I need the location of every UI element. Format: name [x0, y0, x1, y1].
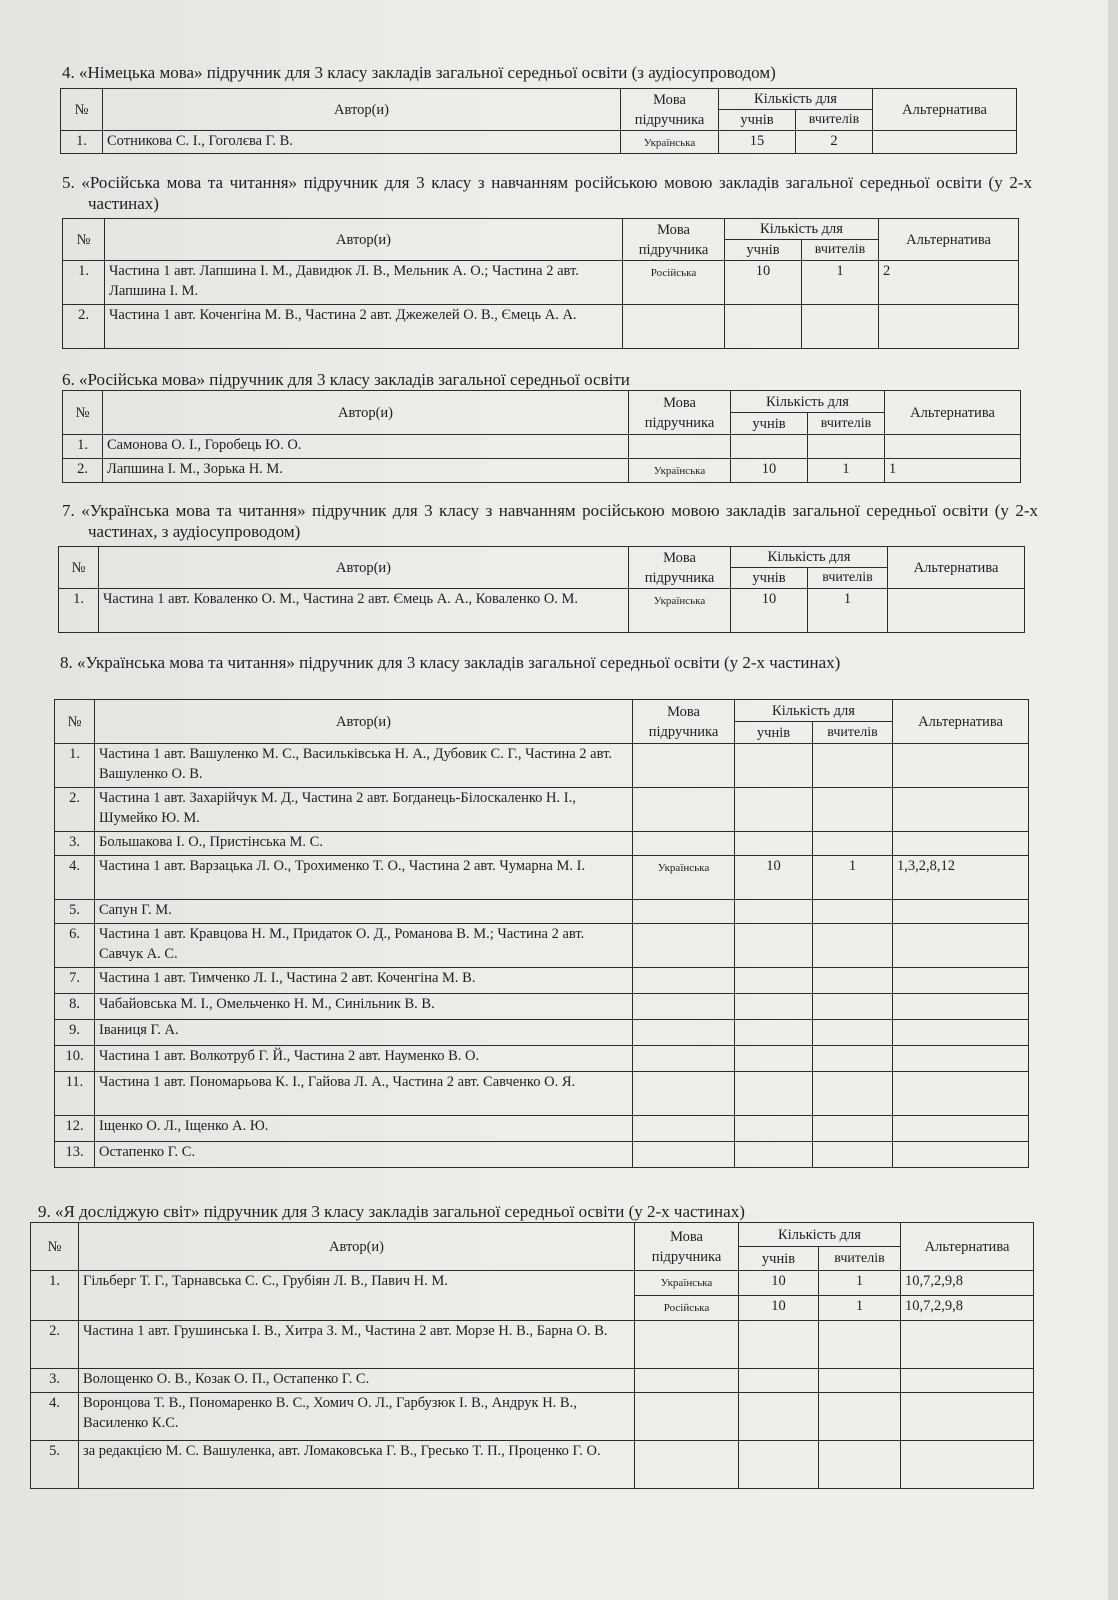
row-number: 3.	[55, 832, 95, 856]
section-number: 6.	[62, 370, 75, 389]
row-teachers	[813, 994, 893, 1020]
section-5	[62, 172, 1032, 214]
row-lang	[633, 900, 735, 924]
header-lang-line2: підручника	[648, 723, 719, 740]
row-number: 4.	[55, 856, 95, 900]
header-lang-line1: Мова	[657, 221, 690, 238]
header-lang-line2: підручника	[634, 111, 705, 128]
section-9	[38, 1201, 1028, 1222]
section-6	[62, 369, 1022, 390]
header-lang-line2: підручника	[651, 1248, 722, 1265]
row-lang	[635, 1369, 739, 1393]
row-lang	[635, 1441, 739, 1489]
row-number: 1.	[63, 261, 105, 305]
row-number: 12.	[55, 1116, 95, 1142]
row-students	[735, 1142, 813, 1168]
row-number: 10.	[55, 1046, 95, 1072]
section-title	[38, 1201, 1028, 1222]
header-alt: Альтернатива	[885, 391, 1021, 435]
row-number: 1.	[59, 589, 99, 633]
row-alt	[893, 832, 1029, 856]
header-authors: Автор(и)	[99, 547, 629, 589]
header-num: №	[31, 1223, 79, 1271]
row-students: 15	[719, 131, 796, 154]
row-alt	[901, 1441, 1034, 1489]
row-students	[735, 994, 813, 1020]
header-num: №	[61, 89, 103, 131]
table-row	[55, 788, 1029, 832]
header-teachers: вчителів	[796, 110, 873, 131]
section-8	[60, 652, 1040, 673]
row-students	[725, 305, 802, 349]
row-alt: 1	[885, 459, 1021, 483]
row-students: 10	[735, 856, 813, 900]
section-number: 5.	[62, 173, 75, 192]
row-author: Гільберг Т. Г., Тарнавська С. С., Грубіян Л. В., Павич Н. М.	[79, 1271, 635, 1321]
row-author: Сотникова С. І., Гоголєва Г. В.	[103, 131, 621, 154]
row-alt	[893, 900, 1029, 924]
table-row	[55, 1046, 1029, 1072]
row-students: 10	[731, 459, 808, 483]
row-number: 1.	[63, 435, 103, 459]
header-lang	[623, 219, 725, 261]
row-number: 11.	[55, 1072, 95, 1116]
section-number: 4.	[62, 63, 75, 82]
row-lang	[633, 832, 735, 856]
row-lang	[635, 1321, 739, 1369]
section-number: 9.	[38, 1202, 51, 1221]
row-teachers	[813, 968, 893, 994]
section-title	[62, 369, 1022, 390]
row-teachers: 1	[813, 856, 893, 900]
table-row	[55, 1020, 1029, 1046]
row-teachers	[819, 1441, 901, 1489]
row-teachers	[813, 924, 893, 968]
row-teachers: 2	[796, 131, 873, 154]
header-authors: Автор(и)	[79, 1223, 635, 1271]
table-row	[31, 1321, 1034, 1369]
section-7	[62, 500, 1038, 542]
row-teachers	[819, 1321, 901, 1369]
header-lang-line1: Мова	[667, 703, 700, 720]
row-author: Іщенко О. Л., Іщенко А. Ю.	[95, 1116, 633, 1142]
header-num: №	[59, 547, 99, 589]
row-author: Остапенко Г. С.	[95, 1142, 633, 1168]
header-authors: Автор(и)	[103, 391, 629, 435]
row-author: Частина 1 авт. Захарійчук М. Д., Частина 2 авт. Богданець-Білоскаленко Н. І., Шумейко Ю. М.	[95, 788, 633, 832]
row-alt	[893, 1116, 1029, 1142]
row-alt	[893, 1072, 1029, 1116]
header-students: учнів	[739, 1247, 819, 1271]
row-author: Чабайовська М. І., Омельченко Н. М., Синільник В. В.	[95, 994, 633, 1020]
textbook-table-4	[60, 88, 1017, 154]
row-students	[735, 968, 813, 994]
row-teachers	[813, 1116, 893, 1142]
row-lang: Українська	[633, 856, 735, 900]
table-row	[55, 1072, 1029, 1116]
row-alt	[879, 305, 1019, 349]
header-teachers: вчителів	[808, 413, 885, 435]
row-number: 1.	[31, 1271, 79, 1321]
header-authors: Автор(и)	[95, 700, 633, 744]
row-alt	[893, 968, 1029, 994]
row-number: 1.	[55, 744, 95, 788]
row-alt	[901, 1321, 1034, 1369]
table-row	[55, 1142, 1029, 1168]
table-row	[63, 305, 1019, 349]
section-title-text: «Українська мова та читання» підручник для 3 класу з навчанням російською мовою закладів загальної середньої освіти (у 2-х частинах, з аудіосупроводом)	[81, 501, 1038, 541]
header-num: №	[63, 219, 105, 261]
row-lang: Українська	[621, 131, 719, 154]
row-teachers: 1	[819, 1296, 901, 1321]
table-row	[55, 856, 1029, 900]
row-author: Частина 1 авт. Лапшина І. М., Давидюк Л. В., Мельник А. О.; Частина 2 авт. Лапшина І. М.	[105, 261, 623, 305]
row-alt	[873, 131, 1017, 154]
row-lang	[633, 744, 735, 788]
row-alt	[893, 994, 1029, 1020]
row-students: 10	[739, 1271, 819, 1296]
header-count: Кількість для	[735, 700, 893, 722]
section-title	[62, 500, 1038, 542]
header-count: Кількість для	[731, 391, 885, 413]
row-author: Большакова І. О., Пристінська М. С.	[95, 832, 633, 856]
header-students: учнів	[725, 240, 802, 261]
textbook-table-8	[54, 699, 1029, 1168]
row-number: 13.	[55, 1142, 95, 1168]
row-number: 8.	[55, 994, 95, 1020]
row-lang	[633, 1046, 735, 1072]
row-author: Сапун Г. М.	[95, 900, 633, 924]
header-authors: Автор(и)	[105, 219, 623, 261]
row-teachers: 1	[802, 261, 879, 305]
row-author: Частина 1 авт. Вашуленко М. С., Васильківська Н. А., Дубовик С. Г., Частина 2 авт. Вашуленко О. В.	[95, 744, 633, 788]
header-count: Кількість для	[719, 89, 873, 110]
header-teachers: вчителів	[802, 240, 879, 261]
header-alt: Альтернатива	[873, 89, 1017, 131]
header-teachers: вчителів	[819, 1247, 901, 1271]
row-lang	[633, 924, 735, 968]
row-lang	[633, 1072, 735, 1116]
row-students	[735, 744, 813, 788]
section-title-text: «Я досліджую світ» підручник для 3 класу закладів загальної середньої освіти (у 2-х частинах)	[55, 1202, 745, 1221]
row-teachers	[813, 832, 893, 856]
row-author: за редакцією М. С. Вашуленка, авт. Ломаковська Г. В., Гресько Т. П., Проценко Г. О.	[79, 1441, 635, 1489]
header-count: Кількість для	[739, 1223, 901, 1247]
section-title-text: «Німецька мова» підручник для 3 класу закладів загальної середньої освіти (з аудіосупроводом)	[79, 63, 776, 82]
row-alt	[893, 1046, 1029, 1072]
row-author: Частина 1 авт. Пономарьова К. І., Гайова Л. А., Частина 2 авт. Савченко О. Я.	[95, 1072, 633, 1116]
row-teachers: 1	[819, 1271, 901, 1296]
header-lang-line1: Мова	[670, 1228, 703, 1245]
row-teachers	[819, 1393, 901, 1441]
row-number: 2.	[63, 305, 105, 349]
header-alt: Альтернатива	[879, 219, 1019, 261]
row-students	[731, 435, 808, 459]
row-lang	[633, 994, 735, 1020]
table-row	[63, 459, 1021, 483]
row-students	[739, 1441, 819, 1489]
row-alt	[893, 924, 1029, 968]
row-number: 2.	[55, 788, 95, 832]
row-author: Частина 1 авт. Варзацька Л. О., Трохименко Т. О., Частина 2 авт. Чумарна М. І.	[95, 856, 633, 900]
table-row	[55, 994, 1029, 1020]
row-teachers	[813, 900, 893, 924]
row-number: 6.	[55, 924, 95, 968]
row-lang	[633, 788, 735, 832]
table-row	[31, 1271, 1034, 1296]
row-students	[739, 1393, 819, 1441]
row-alt: 2	[879, 261, 1019, 305]
header-teachers: вчителів	[813, 722, 893, 744]
row-lang	[633, 1116, 735, 1142]
header-lang-line1: Мова	[653, 91, 686, 108]
row-students	[735, 788, 813, 832]
row-alt: 10,7,2,9,8	[901, 1271, 1034, 1296]
row-alt	[901, 1393, 1034, 1441]
row-lang: Російська	[635, 1296, 739, 1321]
row-author: Частина 1 авт. Грушинська І. В., Хитра З. М., Частина 2 авт. Морзе Н. В., Барна О. В.	[79, 1321, 635, 1369]
row-author: Частина 1 авт. Кравцова Н. М., Придаток О. Д., Романова В. М.; Частина 2 авт. Савчук А. С.	[95, 924, 633, 968]
row-number: 7.	[55, 968, 95, 994]
row-teachers	[813, 1020, 893, 1046]
textbook-table-7	[58, 546, 1025, 633]
row-students	[735, 832, 813, 856]
row-teachers	[808, 435, 885, 459]
row-number: 5.	[55, 900, 95, 924]
section-title-text: «Українська мова та читання» підручник для 3 класу закладів загальної середньої освіти (у 2-х частинах)	[77, 653, 841, 672]
row-alt	[893, 1142, 1029, 1168]
row-teachers	[813, 1046, 893, 1072]
row-author: Лапшина І. М., Зорька Н. М.	[103, 459, 629, 483]
row-author: Частина 1 авт. Волкотруб Г. Й., Частина 2 авт. Науменко В. О.	[95, 1046, 633, 1072]
row-number: 4.	[31, 1393, 79, 1441]
table-row	[55, 900, 1029, 924]
header-lang-line2: підручника	[644, 414, 715, 431]
row-students	[735, 924, 813, 968]
header-lang-line1: Мова	[663, 394, 696, 411]
section-title	[62, 62, 1002, 83]
row-students	[739, 1321, 819, 1369]
header-count: Кількість для	[725, 219, 879, 240]
table-row	[31, 1393, 1034, 1441]
header-lang-line2: підручника	[644, 569, 715, 586]
row-alt	[893, 788, 1029, 832]
row-lang	[633, 1020, 735, 1046]
header-lang	[621, 89, 719, 131]
header-lang	[629, 391, 731, 435]
row-author: Частина 1 авт. Коваленко О. М., Частина 2 авт. Ємець А. А., Коваленко О. М.	[99, 589, 629, 633]
section-title	[62, 172, 1032, 214]
header-lang-line2: підручника	[638, 241, 709, 258]
row-teachers	[813, 788, 893, 832]
row-lang: Українська	[629, 459, 731, 483]
row-students	[735, 1116, 813, 1142]
row-number: 2.	[63, 459, 103, 483]
textbook-table-9	[30, 1222, 1034, 1489]
row-teachers: 1	[808, 589, 888, 633]
row-author: Іваниця Г. А.	[95, 1020, 633, 1046]
section-number: 8.	[60, 653, 73, 672]
row-lang	[633, 968, 735, 994]
row-alt	[888, 589, 1025, 633]
row-teachers	[813, 1072, 893, 1116]
row-lang	[633, 1142, 735, 1168]
row-author: Волощенко О. В., Козак О. П., Остапенко Г. С.	[79, 1369, 635, 1393]
section-number: 7.	[62, 501, 75, 520]
row-author: Частина 1 авт. Коченгіна М. В., Частина 2 авт. Джежелей О. В., Ємець А. А.	[105, 305, 623, 349]
row-lang: Українська	[629, 589, 731, 633]
row-number: 5.	[31, 1441, 79, 1489]
section-title-text: «Російська мова та читання» підручник для 3 класу з навчанням російською мовою закладів загальної середньої освіти (у 2-х частинах)	[81, 173, 1032, 213]
row-author: Частина 1 авт. Тимченко Л. І., Частина 2 авт. Коченгіна М. В.	[95, 968, 633, 994]
header-authors: Автор(и)	[103, 89, 621, 131]
row-lang: Українська	[635, 1271, 739, 1296]
header-students: учнів	[719, 110, 796, 131]
header-lang	[635, 1223, 739, 1271]
row-students: 10	[739, 1296, 819, 1321]
row-students	[735, 900, 813, 924]
textbook-table-6	[62, 390, 1021, 483]
section-4	[62, 62, 1002, 83]
table-row	[59, 589, 1025, 633]
row-alt	[885, 435, 1021, 459]
row-number: 3.	[31, 1369, 79, 1393]
table-row	[63, 261, 1019, 305]
header-teachers: вчителів	[808, 568, 888, 589]
row-alt	[893, 1020, 1029, 1046]
header-count: Кількість для	[731, 547, 888, 568]
header-alt: Альтернатива	[901, 1223, 1034, 1271]
row-students	[735, 1046, 813, 1072]
table-row	[31, 1441, 1034, 1489]
table-row	[55, 1116, 1029, 1142]
table-row	[55, 744, 1029, 788]
header-num: №	[55, 700, 95, 744]
row-alt	[893, 744, 1029, 788]
row-lang	[635, 1393, 739, 1441]
row-teachers: 1	[808, 459, 885, 483]
section-title	[60, 652, 1040, 673]
header-num: №	[63, 391, 103, 435]
row-alt: 10,7,2,9,8	[901, 1296, 1034, 1321]
row-teachers	[802, 305, 879, 349]
header-alt: Альтернатива	[893, 700, 1029, 744]
row-author: Воронцова Т. В., Пономаренко В. С., Хомич О. Л., Гарбузюк І. В., Андрук Н. В., Василенко К.С.	[79, 1393, 635, 1441]
row-number: 9.	[55, 1020, 95, 1046]
row-alt	[901, 1369, 1034, 1393]
table-row	[61, 131, 1017, 154]
row-number: 2.	[31, 1321, 79, 1369]
row-lang	[629, 435, 731, 459]
row-number: 1.	[61, 131, 103, 154]
table-row	[55, 924, 1029, 968]
table-row	[55, 968, 1029, 994]
header-lang	[629, 547, 731, 589]
row-teachers	[819, 1369, 901, 1393]
table-row	[31, 1369, 1034, 1393]
textbook-table-5	[62, 218, 1019, 349]
row-lang: Російська	[623, 261, 725, 305]
header-students: учнів	[731, 568, 808, 589]
row-students	[735, 1020, 813, 1046]
row-alt: 1,3,2,8,12	[893, 856, 1029, 900]
section-title-text: «Російська мова» підручник для 3 класу закладів загальної середньої освіти	[79, 370, 630, 389]
row-teachers	[813, 1142, 893, 1168]
header-lang-line1: Мова	[663, 549, 696, 566]
header-alt: Альтернатива	[888, 547, 1025, 589]
row-students	[735, 1072, 813, 1116]
header-students: учнів	[735, 722, 813, 744]
header-lang	[633, 700, 735, 744]
row-students: 10	[731, 589, 808, 633]
table-row	[55, 832, 1029, 856]
row-students	[739, 1369, 819, 1393]
header-students: учнів	[731, 413, 808, 435]
row-author: Самонова О. І., Горобець Ю. О.	[103, 435, 629, 459]
table-row	[63, 435, 1021, 459]
row-students: 10	[725, 261, 802, 305]
row-lang	[623, 305, 725, 349]
row-teachers	[813, 744, 893, 788]
